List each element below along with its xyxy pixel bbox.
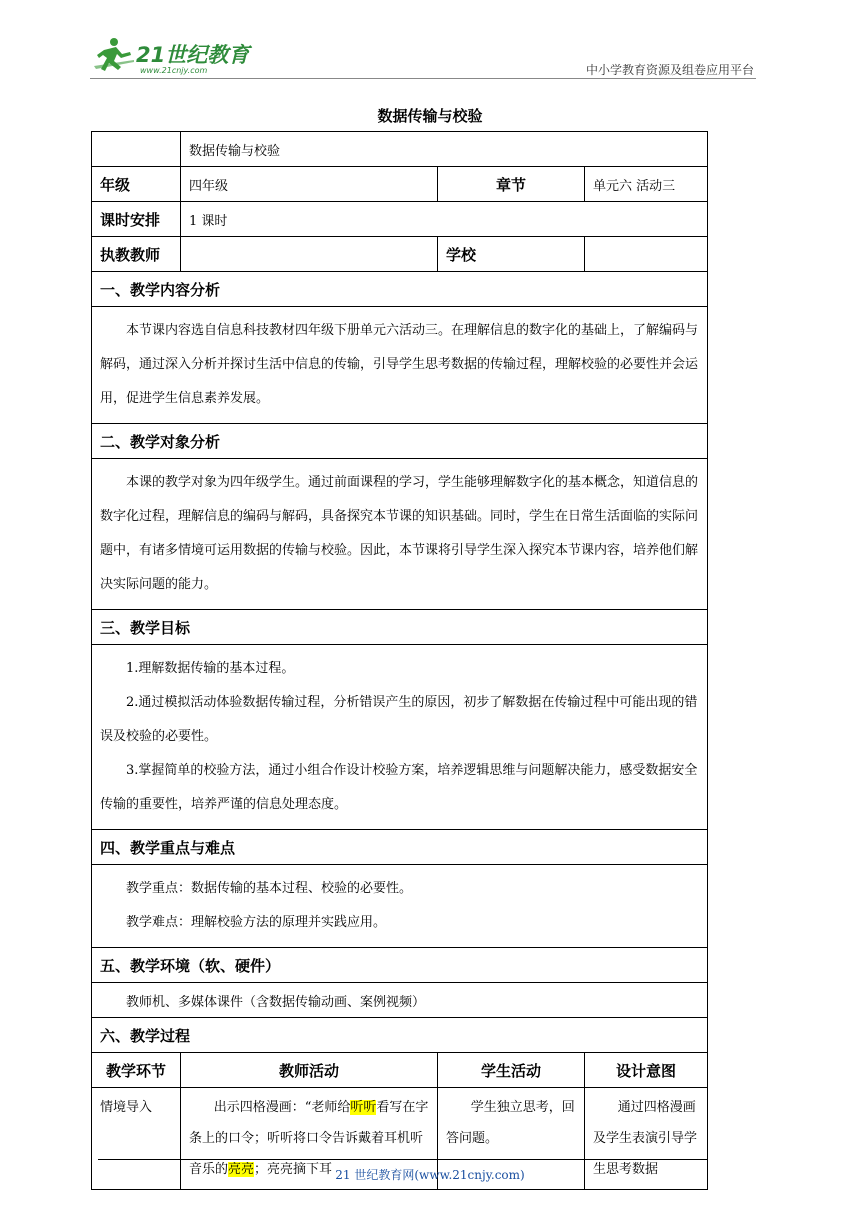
objective-3: 3.掌握简单的校验方法，通过小组合作设计校验方案，培养逻辑思维与问题解决能力，感受数据安全传输的重要性，培养严谨的信息处理态度。 (100, 763, 698, 812)
environment-text: 教师机、多媒体课件（含数据传输动画、案例视频） (126, 994, 426, 1010)
section-process-title: 六、教学过程 (92, 1018, 708, 1053)
svg-text:www.21cnjy.com: www.21cnjy.com (140, 66, 208, 75)
content-analysis-text: 本节课内容选自信息科技教材四年级下册单元六活动三。在理解信息的数字化的基础上，了解编码与解码，通过深入分析并探讨生活中信息的传输，引导学生思考数据的传输过程，理解校验的必要性并会运用，促进学生信息素养发展。 (100, 323, 699, 406)
process-col-intent: 设计意图 (585, 1053, 708, 1088)
section-student-analysis-title: 二、教学对象分析 (92, 424, 708, 459)
teacher-activity: 出示四格漫画：“老师给听听看写在字条上的口令；听听将口令告诉戴着耳机听音乐的亮亮；亮亮摘下耳 (189, 1100, 429, 1177)
student-analysis-text: 本课的教学对象为四年级学生。通过前面课程的学习，学生能够理解数字化的基本概念，知道信息的数字化过程，理解信息的编码与解码，具备探究本节课的知识基础。同时，学生在日常生活面临的实际问题中，有诸多情境可运用数据的传输与校验。因此，本节课将引导学生深入探究本节课内容，培养他们解决实际问题的能力。 (100, 475, 699, 592)
section-environment-title: 五、教学环境（软、硬件） (92, 948, 708, 983)
hours-value: 1 课时 (181, 202, 708, 237)
school-value (585, 237, 708, 272)
process-header-row (92, 1053, 708, 1088)
chapter-label: 章节 (438, 167, 585, 202)
platform-name: 中小学教育资源及组卷应用平台 (585, 63, 754, 77)
process-col-teacher: 教师活动 (181, 1053, 438, 1088)
lesson-plan-table (91, 131, 708, 1190)
teacher-value (181, 237, 438, 272)
topic-value: 数据传输与校验 (181, 132, 708, 167)
footer-divider (98, 1159, 708, 1160)
chapter-value: 单元六 活动三 (585, 167, 708, 202)
section-objectives-title: 三、教学目标 (92, 610, 708, 645)
teacher-row (92, 237, 708, 272)
process-col-stage: 教学环节 (92, 1053, 181, 1088)
design-intent: 通过四格漫画及学生表演引导学生思考数据 (593, 1100, 698, 1177)
key-point: 教学重点：数据传输的基本过程、校验的必要性。 (126, 881, 413, 896)
grade-value: 四年级 (181, 167, 438, 202)
highlight-name-1: 听听 (350, 1100, 377, 1115)
highlight-name-2: 亮亮 (228, 1162, 255, 1177)
section-key-points-title: 四、教学重点与难点 (92, 830, 708, 865)
process-stage: 情境导入 (92, 1088, 181, 1190)
header-divider (90, 78, 756, 79)
document-title: 数据传输与校验 (377, 107, 483, 125)
difficult-point: 教学难点：理解校验方法的原理并实践应用。 (126, 915, 387, 930)
process-col-student: 学生活动 (438, 1053, 585, 1088)
footer-text: 21 世纪教育网(www.21cnjy.com) (335, 1168, 525, 1182)
student-activity: 学生独立思考，回答问题。 (446, 1100, 575, 1146)
teacher-label: 执教教师 (92, 237, 181, 272)
grade-label: 年级 (92, 167, 181, 202)
svg-text:21世纪教育: 21世纪教育 (136, 43, 250, 67)
hours-label: 课时安排 (92, 202, 181, 237)
topic-label-cell (92, 132, 181, 167)
school-label: 学校 (438, 237, 585, 272)
grade-row (92, 167, 708, 202)
section-content-analysis-title: 一、教学内容分析 (92, 272, 708, 307)
page-header (90, 30, 756, 80)
topic-row (92, 132, 708, 167)
site-logo (94, 36, 264, 76)
objective-1: 1.理解数据传输的基本过程。 (126, 661, 295, 676)
hours-row (92, 202, 708, 237)
objective-2: 2.通过模拟活动体验数据传输过程，分析错误产生的原因，初步了解数据在传输过程中可能出现的错误及校验的必要性。 (100, 695, 698, 744)
